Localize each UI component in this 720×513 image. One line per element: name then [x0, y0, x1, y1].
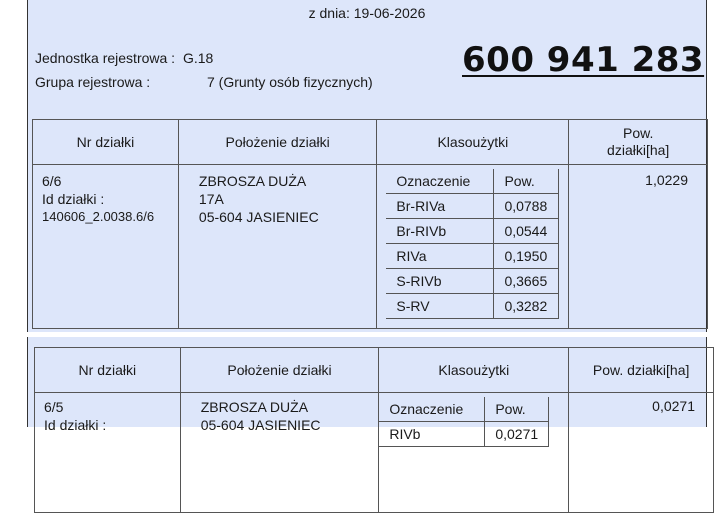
register-unit-label: Jednostka rejestrowa : [35, 50, 176, 66]
land-use-area: 0,0544 [494, 219, 559, 244]
land-use-row [386, 244, 559, 269]
col-header-land-use: Klasoużytki [379, 348, 569, 393]
land-use-code: S-RV [386, 294, 494, 319]
register-sheet [27, 0, 707, 332]
col-header-area: Pow. działki[ha] [569, 348, 714, 393]
table-row [33, 165, 708, 329]
location-line: ZBROSZA DUŻA [198, 173, 307, 189]
land-use-code: S-RIVb [386, 269, 494, 294]
parcel-number: 6/6 [42, 173, 62, 189]
document-date: z dnia: 19-06-2026 [308, 5, 426, 21]
col-header-location: Położenie działki [178, 120, 377, 165]
table-header-row [33, 120, 708, 165]
parcel-location-cell [180, 393, 379, 513]
col-header-area-line1: Pow. [623, 125, 654, 141]
register-sheet-continued [27, 337, 707, 442]
parcel-table [32, 119, 708, 329]
register-unit-row [35, 50, 213, 66]
land-use-header-area: Pow. [485, 397, 549, 422]
land-use-header-designation: Oznaczenie [386, 169, 494, 194]
parcel-id-label: Id działki : [42, 191, 105, 207]
land-use-row [379, 422, 549, 447]
land-use-header-row [379, 397, 549, 422]
land-use-area: 0,3665 [494, 269, 559, 294]
land-use-area: 0,3282 [494, 294, 559, 319]
parcel-id-label: Id działki : [44, 417, 107, 433]
land-use-header-row [386, 169, 559, 194]
col-header-location: Położenie działki [180, 348, 379, 393]
parcel-number: 6/5 [44, 399, 64, 415]
parcel-area-cell: 1,0229 [569, 165, 708, 329]
land-use-area: 0,0788 [494, 194, 559, 219]
col-header-parcel-no: Nr działki [35, 348, 181, 393]
register-group-row [35, 74, 373, 90]
register-group-label: Grupa rejestrowa : [35, 74, 151, 90]
land-use-area: 0,0271 [485, 422, 549, 447]
register-number: 600 941 283 [462, 40, 705, 80]
location-line: 17A [198, 191, 224, 207]
land-use-header-area: Pow. [494, 169, 559, 194]
land-use-code: Br-RIVa [386, 194, 494, 219]
col-header-area [569, 120, 708, 165]
parcel-number-cell [33, 165, 179, 329]
land-use-code: RIVa [386, 244, 494, 269]
land-use-row [386, 194, 559, 219]
location-line: 05-604 JASIENIEC [198, 209, 319, 225]
land-use-row [386, 269, 559, 294]
register-group-value: 7 (Grunty osób fizycznych) [207, 74, 373, 90]
land-use-table [386, 169, 559, 319]
register-unit-value: G.18 [182, 50, 214, 66]
location-line: 05-604 JASIENIEC [200, 417, 321, 433]
land-use-header-designation: Oznaczenie [379, 397, 485, 422]
land-use-code: Br-RIVb [386, 219, 494, 244]
parcel-location-cell [178, 165, 377, 329]
parcel-number-cell [35, 393, 181, 513]
land-use-code: RIVb [379, 422, 485, 447]
table-header-row [35, 348, 714, 393]
parcel-table [34, 347, 714, 513]
table-row [35, 393, 714, 513]
parcel-id-value: 140606_2.0038.6/6 [42, 209, 155, 224]
land-use-cell [377, 165, 569, 329]
col-header-land-use: Klasoużytki [377, 120, 569, 165]
land-use-table [379, 397, 549, 447]
col-header-area-line2: działki[ha] [607, 142, 670, 158]
col-header-parcel-no: Nr działki [33, 120, 179, 165]
land-use-cell [379, 393, 569, 513]
land-use-row [386, 219, 559, 244]
parcel-area-cell: 0,0271 [569, 393, 714, 513]
location-line: ZBROSZA DUŻA [200, 399, 309, 415]
land-use-row [386, 294, 559, 319]
land-use-area: 0,1950 [494, 244, 559, 269]
